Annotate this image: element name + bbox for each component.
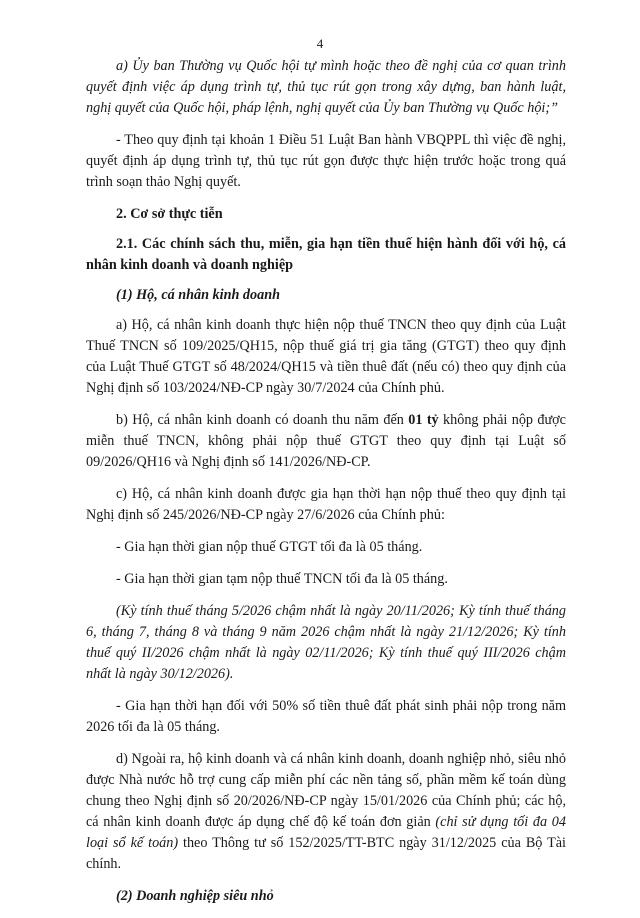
document-body [86,56,566,918]
paragraph-b [86,410,566,473]
page-number: 4 [316,36,324,51]
heading-household-business: (1) Hộ, cá nhân kinh doanh [116,287,280,303]
paragraph-d-part1: d) Ngoài ra, hộ kinh doanh và cá nhân kinh doanh, doanh nghiệp nhỏ, siêu nhỏ được Nhà nước hỗ trợ cung cấp miễn phí các nền tảng số, phần mềm kế toán dùng chung theo Nghị định số 20/2026/NĐ-CP ngày 15/01/2026 của Chính phủ; các hộ, cá nhân kinh doanh được áp dụng chế độ kế toán đơn giản [86,751,566,830]
quoted-clause-a: a) Ủy ban Thường vụ Quốc hội tự mình hoặc theo đề nghị của cơ quan trình quyết định việc áp dụng trình tự, thủ tục rút gọn trong xây dựng, ban hành luật, nghị quyết của Quốc hội, pháp lệnh, nghị quyết của Ủy ban Thường vụ Quốc hội;” [86,58,566,116]
paragraph-b-bold: 01 tỷ [408,412,439,428]
paragraph-c: c) Hộ, cá nhân kinh doanh được gia hạn thời hạn nộp thuế theo quy định tại Nghị định số 245/2026/NĐ-CP ngày 27/6/2026 của Chính phủ: [86,486,566,523]
paragraph-procedure-note: - Theo quy định tại khoản 1 Điều 51 Luật Ban hành VBQPPL thì việc đề nghị, quyết định áp dụng trình tự, thủ tục rút gọn được thực hiện trước hoặc trong quá trình soạn thảo Nghị quyết. [86,132,566,190]
paragraph-c-item2: - Gia hạn thời gian tạm nộp thuế TNCN tối đa là 05 tháng. [116,571,448,587]
paragraph-a: a) Hộ, cá nhân kinh doanh thực hiện nộp thuế TNCN theo quy định của Luật Thuế TNCN số 109/2025/QH15, nộp thuế giá trị gia tăng (GTGT) theo quy định của Luật Thuế GTGT số 48/2024/QH15 và tiền thuê đất (nếu có) theo quy định của Nghị định số 103/2024/NĐ-CP ngày 30/7/2024 của Chính phủ. [86,317,566,396]
paragraph-c-deadlines: (Kỳ tính thuế tháng 5/2026 chậm nhất là ngày 20/11/2026; Kỳ tính thuế tháng 6, tháng 7, tháng 8 và tháng 9 năm 2026 chậm nhất là ngày 21/12/2026; Kỳ tính thuế quý II/2026 chậm nhất là ngày 02/11/2026; Kỳ tính thuế quý III/2026 chậm nhất là ngày 30/12/2026). [86,603,566,682]
paragraph-d-italic: (chỉ sử dụng tối đa 04 loại sổ kế toán) [86,814,566,851]
paragraph-b-part1: b) Hộ, cá nhân kinh doanh có doanh thu năm đến [116,412,409,428]
heading-micro-enterprise: (2) Doanh nghiệp siêu nhỏ [116,888,274,904]
paragraph-d-part2: theo Thông tư số 152/2025/TT-BTC ngày 31/12/2025 của Bộ Tài chính. [86,835,566,872]
paragraph-d [86,749,566,875]
paragraph-c-item1: - Gia hạn thời gian nộp thuế GTGT tối đa là 05 tháng. [116,539,423,555]
paragraph-c-item3: - Gia hạn thời hạn đối với 50% số tiền thuê đất phát sinh phải nộp trong năm 2026 tối đa là 05 tháng. [86,698,566,735]
paragraph-b-part2: không phải nộp được miễn thuế TNCN, không phải nộp thuế GTGT theo quy định tại Luật số 09/2026/QH16 và Nghị định số 141/2026/NĐ-CP. [86,412,566,470]
heading-practical-basis: 2. Cơ sở thực tiễn [116,206,223,222]
heading-current-policies: 2.1. Các chính sách thu, miễn, gia hạn tiền thuế hiện hành đối với hộ, cá nhân kinh doanh và doanh nghiệp [86,236,566,273]
